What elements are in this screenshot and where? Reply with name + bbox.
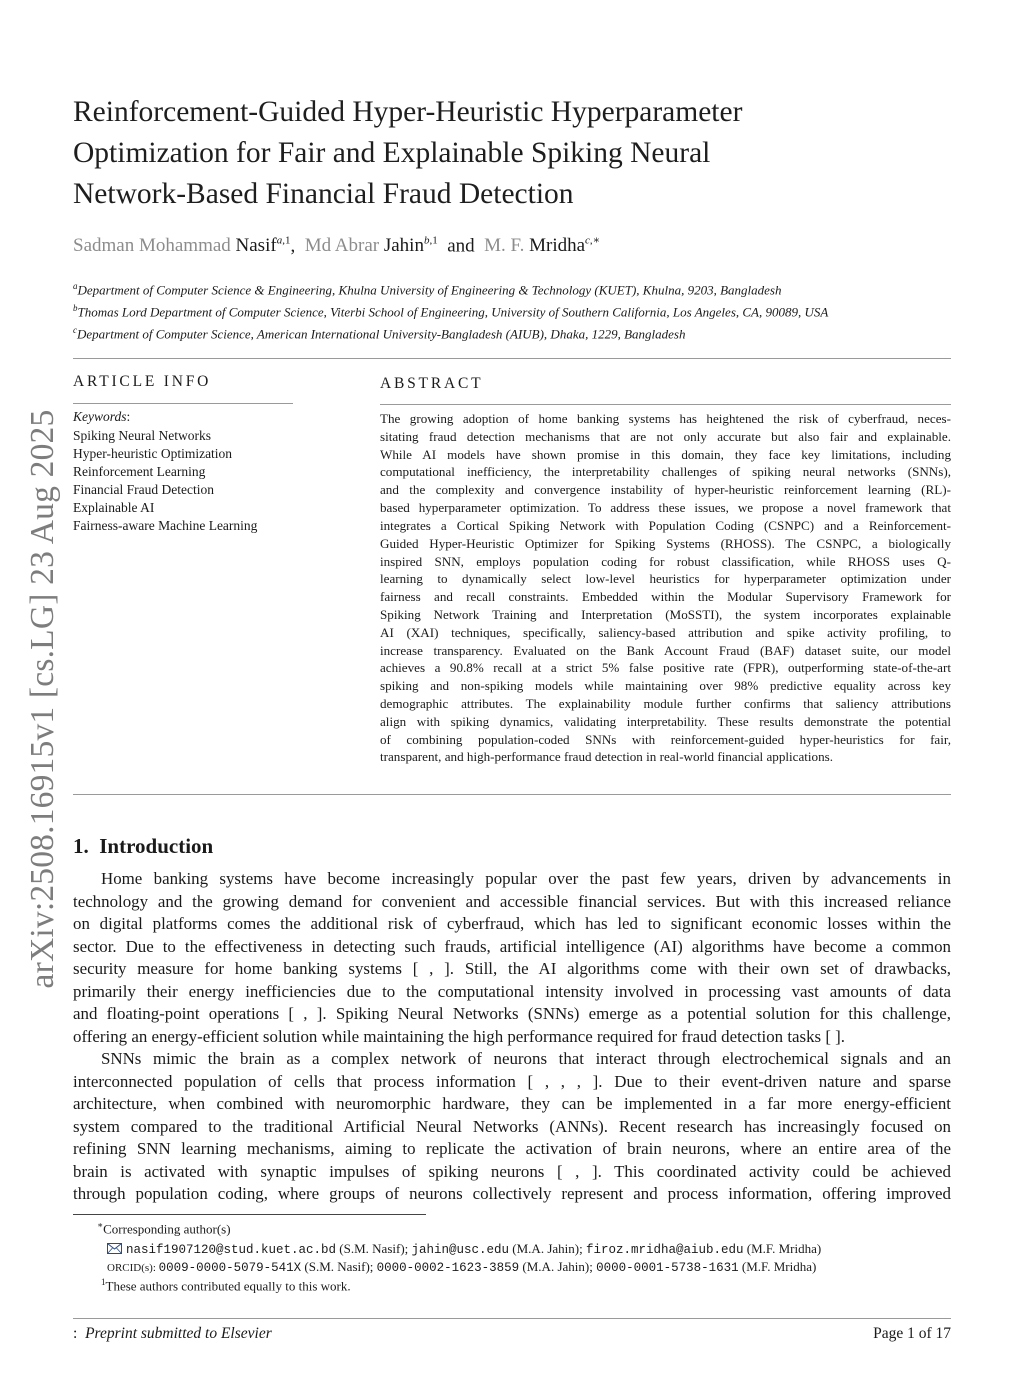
text-line: technology and the growing demand for convenient and accessible financial services. But with this increased reliance	[73, 891, 951, 911]
abstract-line: While AI models have shown promise in this domain, they face key limitations, including	[380, 446, 951, 462]
abstract-line: transparent, and high-performance fraud detection in real-world financial applications.	[380, 749, 834, 765]
abstract-line: spiking and non-spiking models while maintaining over 98% predictive equality across key	[380, 678, 951, 694]
abstract-line: AI (XAI) techniques, specifically, saliency-based attribution and spike activity profiling, to	[380, 624, 951, 640]
text-line: security measure for home banking systems [ , ]. Still, the AI algorithms come with their own set of drawbacks,	[73, 959, 951, 978]
title-line: Optimization for Fair and Explainable Spiking Neural	[73, 137, 711, 169]
text-line: brain is activated with synaptic impulses of spiking neurons [ , ]. This coordinated activity could be achieved	[73, 1161, 951, 1181]
footnote-orcids: ORCID(s): 0009-0000-5079-541X (S.M. Nasif); 0000-0002-1623-3859 (M.A. Jahin); 0000-0001-5738-1631 (M.F. Mridha)	[107, 1259, 817, 1275]
text-line: architecture, when combined with neuromorphic hardware, they can be implemented in a far more energy-efficient	[73, 1094, 951, 1113]
footer-preprint-note: : Preprint submitted to Elsevier	[73, 1325, 272, 1342]
abstract-heading: ABSTRACT	[380, 375, 484, 392]
orcid-link[interactable]: 0009-0000-5079-541X	[158, 1261, 302, 1275]
footer-page-number: Page 1 of 17	[873, 1325, 951, 1342]
keywords-list	[73, 427, 257, 535]
text-line: SNNs mimic the brain as a complex network of neurons that interact through electrochemical signals and an	[101, 1049, 951, 1068]
text-line: interconnected population of cells that process information [ , , , ]. Due to their event-driven nature and sparse	[73, 1071, 951, 1091]
text-line: refining SNN learning mechanisms, aiming to replicate the activation of brain neurons, where an entire area of the	[73, 1139, 951, 1158]
header-divider	[73, 358, 951, 359]
arxiv-identifier: arXiv:2508.16915v1 [cs.LG] 23 Aug 2025	[24, 409, 61, 989]
email-link[interactable]: firoz.mridha@aiub.edu	[585, 1243, 744, 1257]
text-line: and floating-point operations [ , ]. Spiking Neural Networks (SNNs) emerge as a potential solution for this challenge,	[73, 1004, 951, 1023]
arxiv-sidebar-stamp	[18, 368, 68, 1030]
abstract-line: computational inefficiency, the interpretability challenges of spiking neural networks (SNNs),	[380, 464, 951, 480]
intro-paragraph-1	[73, 868, 951, 1048]
title-line: Reinforcement-Guided Hyper-Heuristic Hyperparameter	[73, 96, 743, 128]
keyword: Reinforcement Learning	[73, 464, 206, 479]
abstract-line: The growing adoption of home banking systems has heightened the risk of cyberfraud, neces-	[380, 411, 951, 426]
abstract-line: align with spiking dynamics, validating interpretability. These results demonstrate the potential	[380, 713, 951, 729]
footnote-rule	[73, 1214, 426, 1215]
footnote-emails: nasif1907120@stud.kuet.ac.bd (S.M. Nasif); jahin@usc.edu (M.A. Jahin); firoz.mridha@aiub.edu (M.F. Mridha)	[107, 1241, 821, 1257]
abstract-line: integrates a Cortical Spiking Network with Population Coding (CSNPC) and a Reinforcement-	[380, 517, 951, 533]
abstract-line: Spiking Network Training and Interpretation (MoSSTI), the system incorporates explainable	[380, 606, 951, 622]
footnote-equal-contribution: $^1$These authors contributed equally to this work.	[101, 1277, 351, 1294]
keywords-label: Keywords:	[73, 409, 131, 424]
keyword: Explainable AI	[73, 500, 155, 515]
abstract-rule	[380, 404, 951, 405]
envelope-icon	[107, 1243, 122, 1254]
text-line: offering an energy-efficient solution while maintaining the high performance required for fraud detection tasks [ ].	[73, 1026, 846, 1046]
text-line: sector. Due to the effectiveness in detecting such frauds, artificial intelligence (AI) algorithms have become a common	[73, 936, 951, 956]
text-line: primarily their energy inefficiencies due to the computational intensity involved in processing vast amounts of data	[73, 981, 951, 1001]
abstract-line: demographic attributes. The explainability module further confirms that saliency attributions	[380, 696, 951, 711]
author: Md Abrar Jahin$^{b,1}$	[304, 235, 438, 257]
title-line: Network-Based Financial Fraud Detection	[73, 178, 574, 210]
section-heading-introduction: 1. Introduction	[73, 834, 214, 858]
author: M. F. Mridha$^{c,∗}$	[484, 235, 601, 257]
text-line: system compared to the traditional Artificial Neural Networks (ANNs). Recent research has increasingly focused on	[73, 1116, 951, 1136]
text-line: through population coding, where groups of neurons collectively represent and process information, offering improved	[73, 1184, 951, 1203]
abstract-line: fairness and recall constraints. Embedded within the Modular Supervisory Framework for	[380, 589, 951, 605]
keyword: Hyper-heuristic Optimization	[73, 446, 233, 461]
abstract-line: achieves a 90.8% recall at a strict 5% false positive rate (FPR), outperforming state-of-the-art	[380, 660, 951, 676]
abstract-line: learning to dynamically select low-level heuristics for hyperparameter optimization under	[380, 571, 951, 587]
email-link[interactable]: jahin@usc.edu	[411, 1243, 510, 1257]
abstract-line: and the complexity and convergence instability of hyper-heuristic reinforcement learning (RL)-	[380, 482, 951, 498]
abstract-line: of combining population-coded SNNs with reinforcement-guided hyper-heuristics for fair,	[380, 731, 951, 747]
abstract-line: increase transparency. Evaluated on the Bank Account Fraud (BAF) dataset suite, our model	[380, 642, 951, 658]
orcid-link[interactable]: 0000-0001-5738-1631	[596, 1261, 739, 1275]
abstract-line: sitating fraud detection mechanisms that are not only accurate but also fair and explainable.	[380, 428, 951, 444]
keyword: Spiking Neural Networks	[73, 428, 211, 443]
affiliation: $^c$Department of Computer Science, American International University-Bangladesh (AIUB), Dhaka, 1229, Bangladesh	[73, 325, 686, 342]
keyword: Fairness-aware Machine Learning	[73, 518, 258, 533]
abstract-line: Guided Hyper-Heuristic Optimizer for Spiking Systems (RHOSS). The CSNPC, a biologically	[380, 535, 951, 551]
abstract-divider	[73, 794, 951, 795]
abstract-body	[380, 410, 951, 766]
affiliation: $^a$Department of Computer Science & Engineering, Khulna University of Engineering & Technology (KUET), Khulna, 9203, Bangladesh	[73, 281, 782, 298]
article-info-heading: ARTICLE INFO	[73, 373, 212, 390]
article-info-rule	[73, 403, 293, 404]
footer-divider	[73, 1318, 951, 1319]
footnote-corresponding: ∗Corresponding author(s)	[97, 1220, 231, 1237]
email-link[interactable]: nasif1907120@stud.kuet.ac.bd	[126, 1243, 337, 1257]
affiliation: $^b$Thomas Lord Department of Computer Science, Viterbi School of Engineering, University of Southern California, Los Angeles, CA, 90089, USA	[73, 303, 829, 320]
author: Sadman Mohammad Nasif$^{a,1}$	[73, 235, 291, 257]
text-line: on digital platforms comes the additional risk of cyberfraud, which has led to significant economic losses within the	[73, 914, 951, 933]
intro-paragraph-2	[73, 1048, 951, 1206]
keyword: Financial Fraud Detection	[73, 482, 214, 497]
orcid-link[interactable]: 0000-0002-1623-3859	[376, 1261, 520, 1275]
abstract-line: based hyperparameter optimization. To address these issues, we propose a novel framework that	[380, 500, 951, 516]
author-list: Sadman Mohammad Nasif$^{a,1}$, Md Abrar Jahin$^{b,1}$ and M. F. Mridha$^{c,∗}$	[73, 235, 601, 257]
paper-title	[73, 92, 953, 215]
text-line: Home banking systems have become increasingly popular over the past few years, driven by advancements in	[101, 869, 951, 888]
abstract-line: inspired SNN, employs population coding for robust classification, while RHOSS uses Q-	[380, 553, 951, 569]
